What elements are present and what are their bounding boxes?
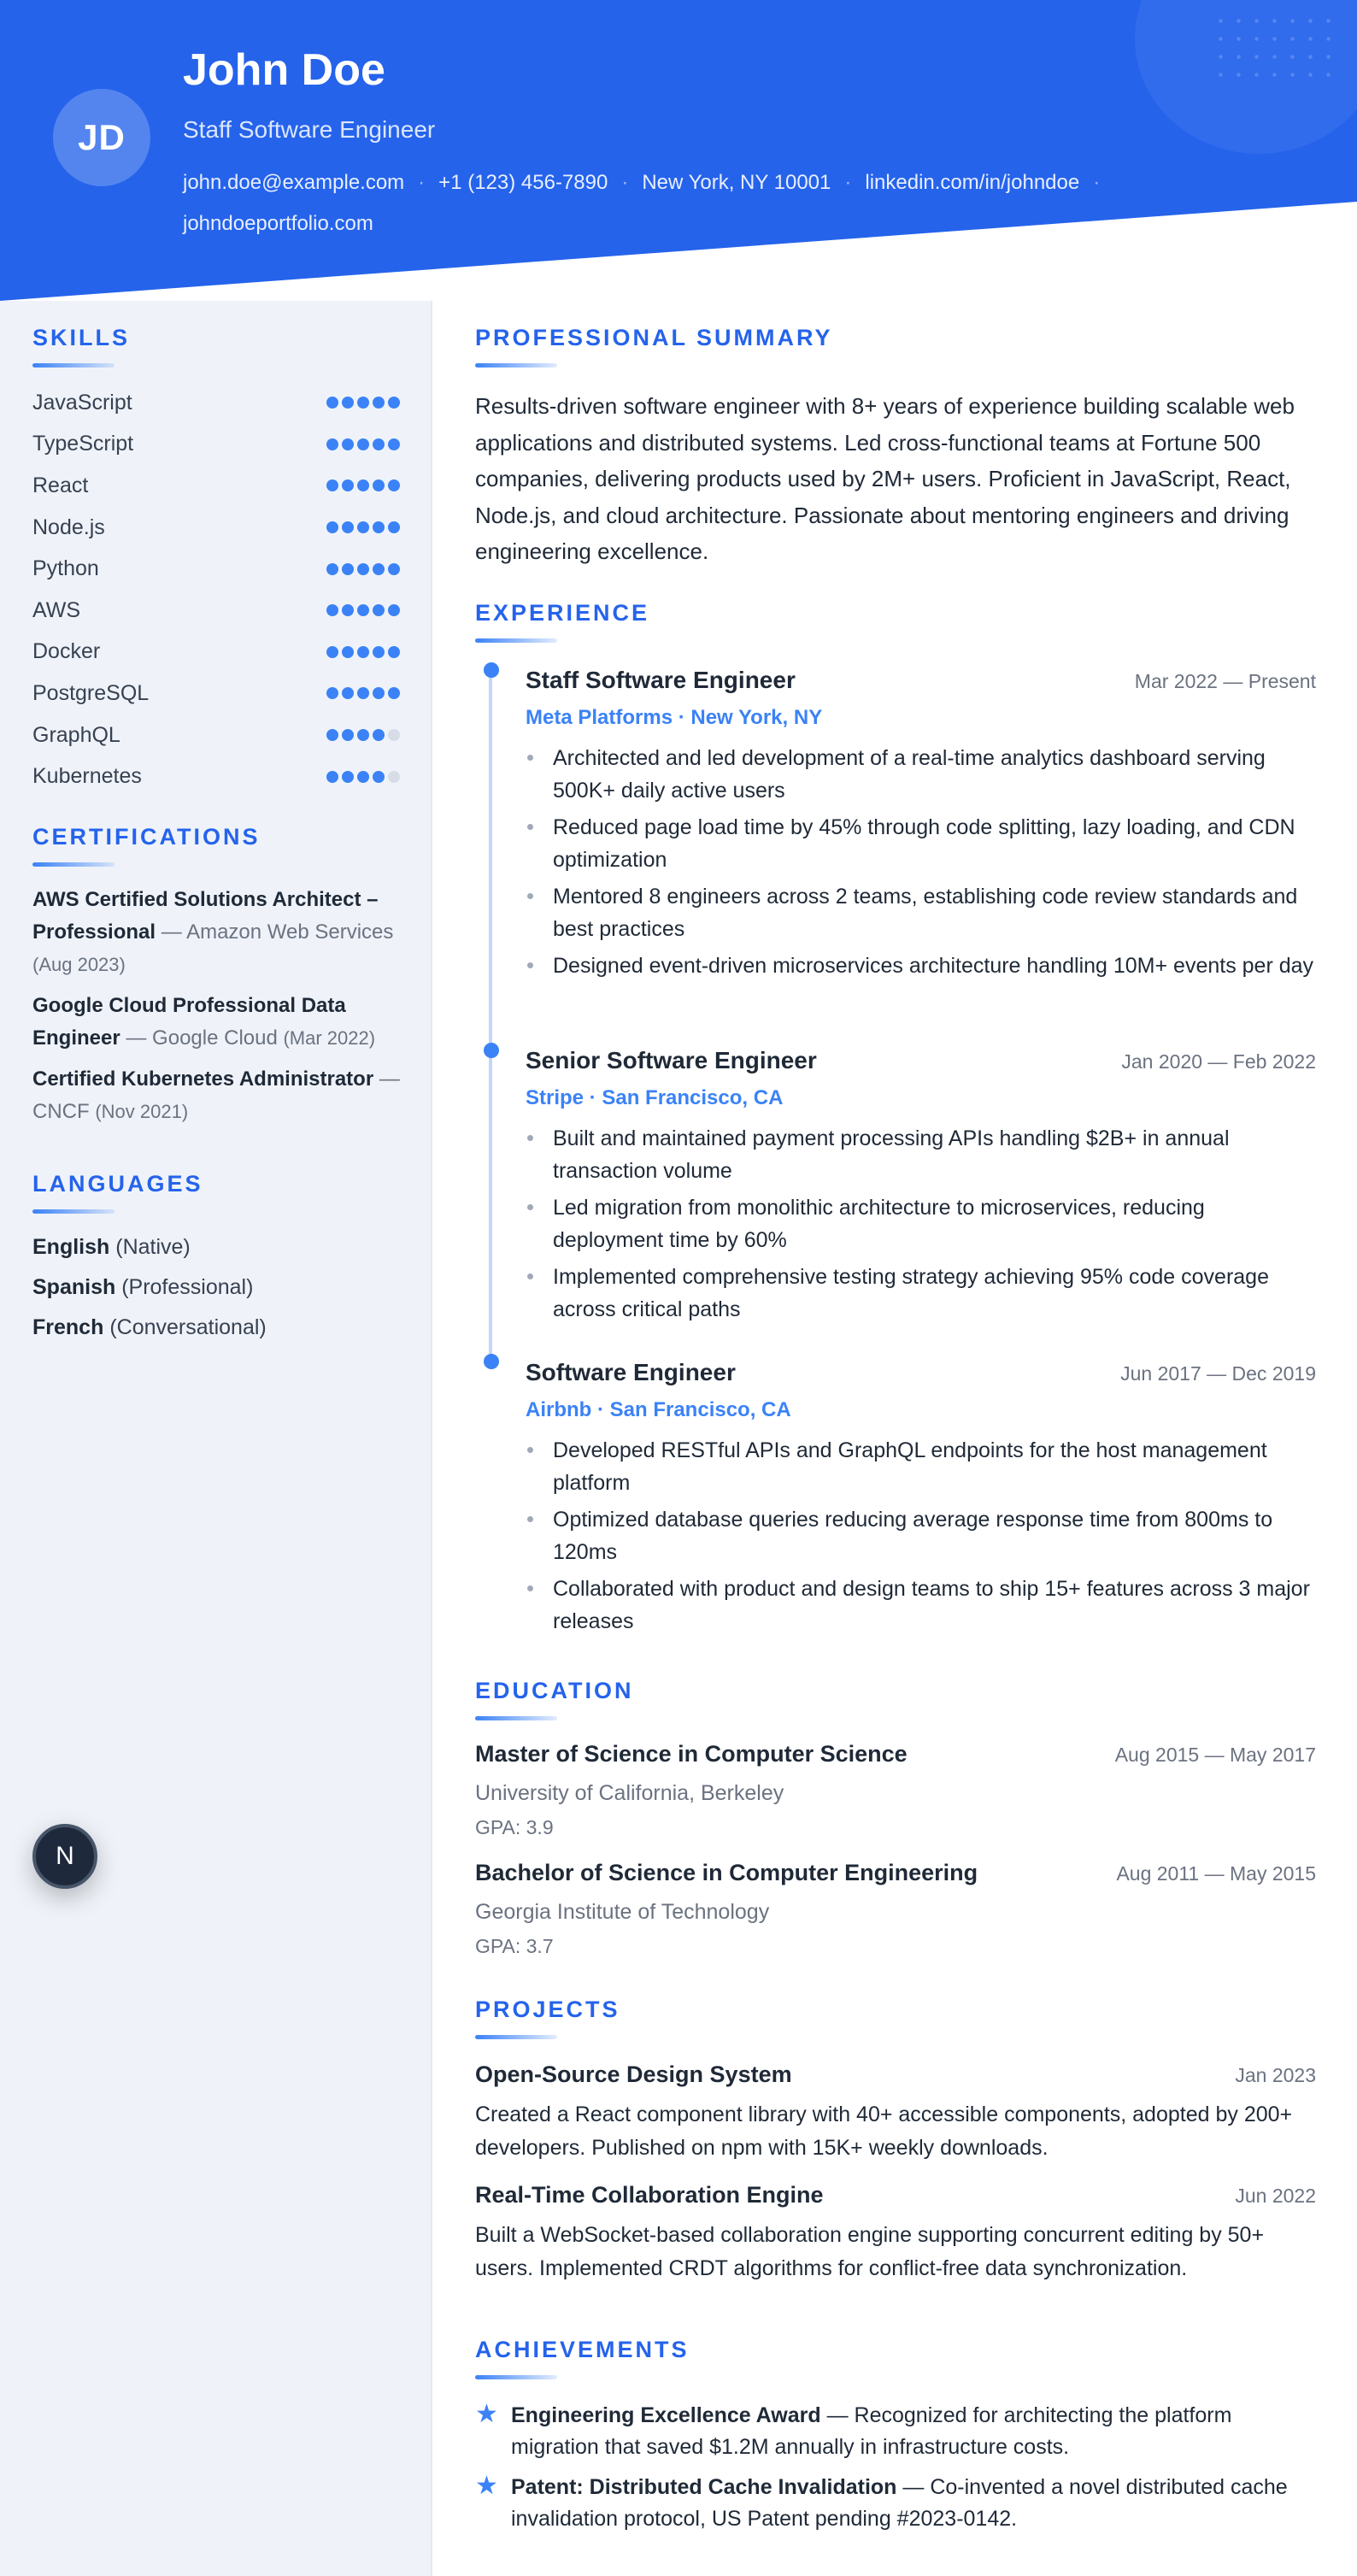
skill-name: TypeScript (32, 432, 134, 456)
achievement-description: — Recognized for architecting the platform migration that saved $1.2M annually in infrastructure costs. (511, 2403, 1232, 2459)
skill-rating (326, 521, 400, 533)
job-date: Mar 2022 — Present (1134, 670, 1316, 692)
job-company: Stripe · San Francisco, CA (526, 1086, 784, 1109)
skill-rating (326, 729, 400, 741)
education-degree: Master of Science in Computer Science (475, 1741, 908, 1767)
language-item (32, 1267, 400, 1308)
job-title: Senior Software Engineer (526, 1047, 817, 1073)
language-name: English (32, 1235, 110, 1259)
section-title-certifications: CERTIFICATIONS (32, 824, 261, 850)
project-name: Open-Source Design System (475, 2061, 792, 2087)
rating-dot (326, 729, 338, 741)
certification-date: (Aug 2023) (32, 954, 126, 975)
education-school: Georgia Institute of Technology (475, 1900, 770, 1924)
candidate-name: John Doe (183, 45, 385, 95)
rating-dot (373, 521, 385, 533)
achievement-title: Patent: Distributed Cache Invalidation (511, 2475, 897, 2499)
job-title: Software Engineer (526, 1359, 736, 1385)
rating-dot (342, 397, 354, 409)
rating-dot (373, 771, 385, 783)
achievement-title: Engineering Excellence Award (511, 2403, 821, 2427)
separator: — (120, 1026, 153, 1050)
star-icon: ★ (475, 2472, 498, 2500)
star-icon: ★ (475, 2400, 498, 2428)
separator: · (418, 171, 426, 194)
project-item (475, 2061, 1316, 2165)
certification-date: (Mar 2022) (283, 1027, 376, 1049)
rating-dot (357, 479, 369, 491)
job-bullet: Led migration from monolithic architecture to microservices, reducing deployment time by 60% (526, 1191, 1316, 1256)
rating-dot (326, 521, 338, 533)
certification-name: Google Cloud Professional Data Engineer (32, 994, 346, 1050)
rating-dot (342, 687, 354, 699)
education-date: Aug 2015 — May 2017 (1114, 1744, 1316, 1766)
section-underline (475, 363, 557, 368)
job-bullet: Designed event-driven microservices architecture handling 10M+ events per day (526, 950, 1316, 982)
skill-rating (326, 646, 400, 658)
rating-dot (326, 604, 338, 616)
separator: — (156, 920, 187, 944)
project-name: Real-Time Collaboration Engine (475, 2182, 824, 2208)
rating-dot (388, 646, 400, 658)
project-date: Jan 2023 (1235, 2064, 1316, 2086)
education-gpa: GPA: 3.9 (475, 1816, 554, 1838)
section-title-languages: LANGUAGES (32, 1171, 203, 1197)
rating-dot (342, 521, 354, 533)
language-level: (Native) (115, 1235, 191, 1259)
skill-name: Kubernetes (32, 764, 142, 789)
rating-dot (373, 729, 385, 741)
rating-dot (357, 397, 369, 409)
rating-dot (373, 479, 385, 491)
section-title-projects: PROJECTS (475, 1997, 620, 2022)
timeline-dot (484, 662, 499, 678)
section-underline (475, 2035, 557, 2039)
experience-header (475, 600, 1316, 643)
rating-dot (342, 438, 354, 450)
rating-dot (388, 771, 400, 783)
achievements-section (475, 2337, 1316, 2544)
separator: · (621, 171, 629, 194)
section-underline (475, 638, 557, 643)
skill-name: React (32, 473, 89, 497)
rating-dot (357, 604, 369, 616)
avatar: JD (53, 89, 150, 186)
summary-text: Results-driven software engineer with 8+ years of experience building scalable web applications and distributed systems. Led cross-functional teams at Fortune 500 companies, delivering products used by 2M+ users. Proficient in JavaScript, React, Node.js, and cloud architecture. Passionate about mentoring engineers and driving engineering excellence. (475, 393, 1295, 564)
rating-dot (373, 563, 385, 575)
project-item (475, 2182, 1316, 2285)
section-title-achievements: ACHIEVEMENTS (475, 2337, 690, 2362)
rating-dot (357, 563, 369, 575)
language-item (32, 1227, 400, 1267)
skills-section (32, 325, 400, 797)
certification-item (32, 990, 400, 1055)
timeline-dot (484, 1354, 499, 1369)
skill-row (32, 715, 400, 756)
skill-name: Node.js (32, 515, 105, 539)
skill-row (32, 673, 400, 715)
language-item (32, 1308, 400, 1348)
rating-dot (388, 397, 400, 409)
certification-issuer: Amazon Web Services (186, 920, 394, 944)
job-bullets (526, 742, 1316, 982)
achievement-item (475, 2472, 1316, 2535)
rating-dot (388, 479, 400, 491)
section-underline (32, 363, 115, 368)
projects-section (475, 1997, 1316, 2285)
rating-dot (326, 646, 338, 658)
language-name: French (32, 1315, 104, 1339)
job-company: Meta Platforms · New York, NY (526, 706, 823, 729)
rating-dot (357, 771, 369, 783)
rating-dot (357, 646, 369, 658)
rating-dot (342, 479, 354, 491)
job-bullet: Optimized database queries reducing average response time from 800ms to 120ms (526, 1503, 1316, 1568)
skill-name: JavaScript (32, 390, 132, 415)
skill-row (32, 590, 400, 632)
certification-name: AWS Certified Solutions Architect – Professional (32, 888, 379, 944)
job-company: Airbnb · San Francisco, CA (526, 1398, 791, 1421)
job-bullet: Built and maintained payment processing APIs handling $2B+ in annual transaction volume (526, 1122, 1316, 1187)
summary-section (475, 325, 1316, 570)
decorative-dot-grid (1212, 12, 1340, 80)
section-underline (475, 2375, 557, 2379)
timeline-dot (484, 1043, 499, 1058)
rating-dot (326, 771, 338, 783)
section-underline (32, 862, 115, 867)
certification-name: Certified Kubernetes Administrator (32, 1067, 374, 1091)
languages-section (32, 1171, 400, 1348)
education-section (475, 1678, 1316, 1958)
skill-rating (326, 479, 400, 491)
rating-dot (373, 604, 385, 616)
skill-row (32, 382, 400, 424)
section-underline (32, 1209, 115, 1214)
section-title-skills: SKILLS (32, 325, 131, 350)
skill-row (32, 507, 400, 549)
contact-info (183, 162, 1166, 244)
contact-portfolio[interactable]: johndoeportfolio.com (183, 212, 373, 235)
education-degree: Bachelor of Science in Computer Engineering (475, 1860, 978, 1885)
rating-dot (326, 563, 338, 575)
language-name: Spanish (32, 1275, 116, 1299)
rating-dot (388, 521, 400, 533)
rating-dot (357, 521, 369, 533)
job-bullet: Developed RESTful APIs and GraphQL endpoints for the host management platform (526, 1434, 1316, 1499)
rating-dot (357, 687, 369, 699)
rating-dot (373, 438, 385, 450)
language-level: (Professional) (121, 1275, 254, 1299)
contact-linkedin[interactable]: linkedin.com/in/johndoe (865, 171, 1080, 194)
floating-action-button[interactable]: N (32, 1824, 97, 1889)
rating-dot (373, 646, 385, 658)
job-bullet: Collaborated with product and design teams to ship 15+ features across 3 major releases (526, 1573, 1316, 1638)
rating-dot (342, 771, 354, 783)
skill-row (32, 756, 400, 797)
separator: · (1093, 171, 1101, 194)
rating-dot (326, 687, 338, 699)
certification-issuer: CNCF (32, 1100, 90, 1123)
rating-dot (342, 729, 354, 741)
skill-rating (326, 771, 400, 783)
skill-row (32, 465, 400, 507)
job-bullet: Reduced page load time by 45% through code splitting, lazy loading, and CDN optimization (526, 811, 1316, 876)
project-date: Jun 2022 (1235, 2185, 1316, 2207)
rating-dot (342, 646, 354, 658)
section-title-education: EDUCATION (475, 1678, 634, 1703)
skill-name: Python (32, 556, 99, 581)
job-entry (526, 667, 1316, 986)
certification-date: (Nov 2021) (95, 1101, 189, 1122)
rating-dot (326, 479, 338, 491)
education-date: Aug 2011 — May 2015 (1116, 1862, 1316, 1885)
skill-rating (326, 563, 400, 575)
rating-dot (326, 438, 338, 450)
resume-header (0, 0, 1357, 308)
skill-rating (326, 397, 400, 409)
job-bullets (526, 1434, 1316, 1638)
skill-row (32, 632, 400, 673)
rating-dot (342, 563, 354, 575)
job-bullets (526, 1122, 1316, 1326)
section-title-summary: PROFESSIONAL SUMMARY (475, 325, 833, 350)
certification-item (32, 1063, 400, 1128)
rating-dot (388, 438, 400, 450)
skill-name: Docker (32, 639, 101, 664)
rating-dot (326, 397, 338, 409)
rating-dot (342, 604, 354, 616)
education-item (475, 1741, 1316, 1839)
certification-item (32, 884, 400, 981)
education-school: University of California, Berkeley (475, 1781, 784, 1805)
skill-name: PostgreSQL (32, 680, 150, 705)
contact-phone[interactable]: +1 (123) 456-7890 (438, 171, 608, 194)
skill-rating (326, 438, 400, 450)
job-bullet: Implemented comprehensive testing strategy achieving 95% code coverage across critical paths (526, 1261, 1316, 1326)
skills-list (32, 382, 400, 797)
separator: · (844, 171, 852, 194)
education-gpa: GPA: 3.7 (475, 1935, 554, 1957)
rating-dot (357, 438, 369, 450)
job-entry (526, 1359, 1316, 1642)
skill-row (32, 424, 400, 466)
rating-dot (357, 729, 369, 741)
section-title-experience: EXPERIENCE (475, 600, 650, 626)
language-level: (Conversational) (109, 1315, 267, 1339)
skill-name: AWS (32, 597, 81, 622)
job-entry (526, 1047, 1316, 1330)
job-date: Jun 2017 — Dec 2019 (1120, 1362, 1316, 1385)
skill-rating (326, 687, 400, 699)
education-item (475, 1860, 1316, 1958)
contact-location: New York, NY 10001 (642, 171, 831, 194)
timeline-line (489, 671, 492, 1355)
project-description: Built a WebSocket-based collaboration engine supporting concurrent editing by 50+ users. Implemented CRDT algorithms for conflict-free data synchronization. (475, 2223, 1265, 2280)
certification-issuer: Google Cloud (152, 1026, 278, 1050)
section-underline (475, 1716, 557, 1720)
rating-dot (388, 687, 400, 699)
skill-row (32, 548, 400, 590)
rating-dot (373, 397, 385, 409)
contact-email[interactable]: john.doe@example.com (183, 171, 405, 194)
job-bullet: Mentored 8 engineers across 2 teams, establishing code review standards and best practices (526, 880, 1316, 945)
candidate-title: Staff Software Engineer (183, 116, 436, 143)
skill-rating (326, 604, 400, 616)
skill-name: GraphQL (32, 722, 120, 747)
job-title: Staff Software Engineer (526, 667, 796, 693)
project-description: Created a React component library with 40+ accessible components, adopted by 200+ developers. Published on npm with 15K+ weekly downloads. (475, 2103, 1293, 2160)
rating-dot (388, 729, 400, 741)
achievement-description: — Co-invented a novel distributed cache invalidation protocol, US Patent pending #2023-0142. (511, 2475, 1288, 2531)
rating-dot (388, 604, 400, 616)
achievement-item (475, 2400, 1316, 2463)
rating-dot (388, 563, 400, 575)
job-date: Jan 2020 — Feb 2022 (1121, 1050, 1316, 1073)
certifications-section (32, 824, 400, 1137)
job-bullet: Architected and led development of a real-time analytics dashboard serving 500K+ daily active users (526, 742, 1316, 807)
separator: — (373, 1067, 400, 1091)
rating-dot (373, 687, 385, 699)
